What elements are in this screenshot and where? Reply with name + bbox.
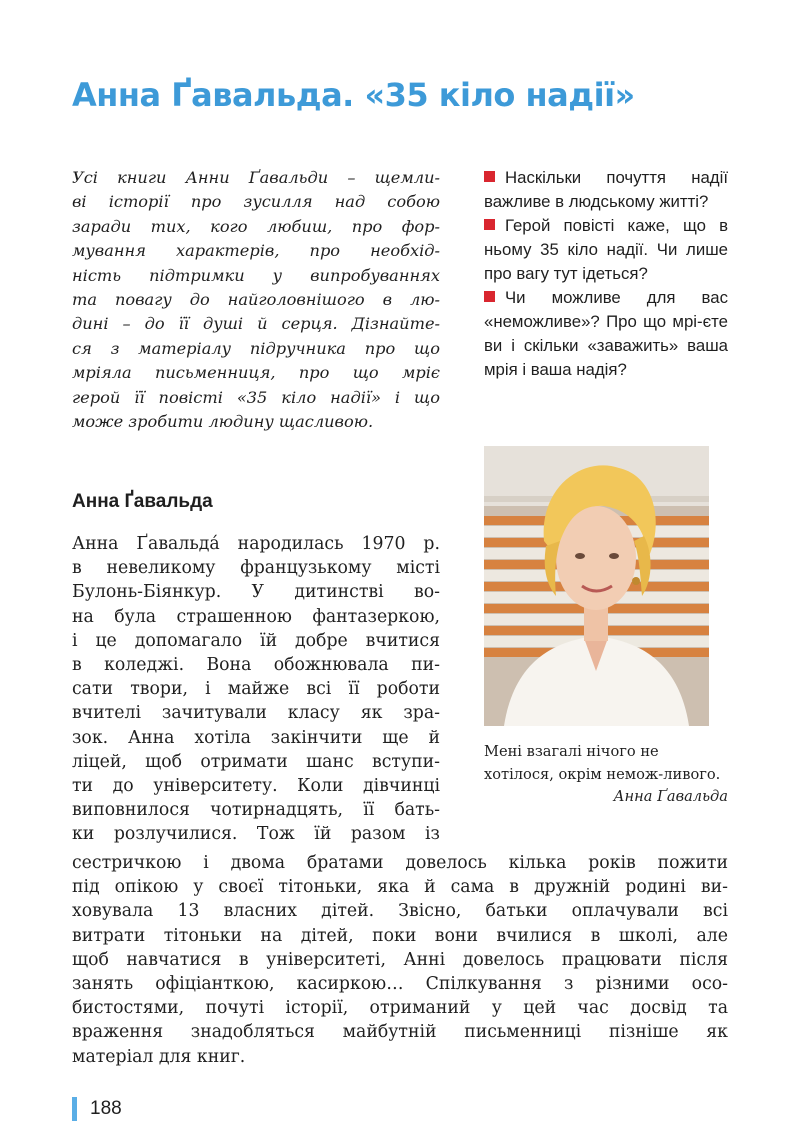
body-line: Анна Ґавальда́ народилась 1970 р. — [72, 534, 440, 554]
body-line: під опікою у своєї тітоньки, яка й сама в дружній родині ви- — [72, 877, 728, 898]
body-line: ховувала 13 власних дітей. Звісно, батьки оплачували всі — [72, 901, 728, 922]
intro-line: заради тих, кого любиш, про фор- — [72, 216, 440, 236]
question-item — [484, 286, 728, 382]
quote-text: Мені взагалі нічого не хотілося, окрім немож-ливого. — [484, 743, 721, 783]
body-line: ліцей, щоб отримати шанс вступи- — [72, 751, 440, 772]
intro-line: ність підтримки у випробуваннях — [72, 265, 440, 285]
body-line: ти до університету. Коли дівчинці — [72, 776, 440, 797]
body-line: вчителі зачитували класу як зра- — [72, 703, 440, 724]
intro-paragraph — [72, 166, 440, 434]
portrait-icon — [484, 446, 709, 726]
square-bullet-icon — [484, 291, 495, 302]
body-line: в невеликому французькому місті — [72, 558, 440, 579]
intro-line: мування характерів, про необхід- — [72, 241, 440, 261]
body-line: на була страшенною фантазеркою, — [72, 606, 440, 627]
body-line: сестричкою і двома братами довелось кілька років пожити — [72, 853, 728, 873]
intro-line: ся з матеріалу підручника про що — [72, 338, 440, 358]
page-number: 188 — [90, 1098, 122, 1119]
body-paragraph-narrow — [72, 532, 440, 847]
body-line: бистостями, почуті історії, отриманий у цей час досвід та — [72, 998, 728, 1019]
section-heading: Анна Ґавальда — [72, 491, 213, 512]
intro-line: дині – до її душі й серця. Дізнайте- — [72, 314, 440, 334]
question-item — [484, 214, 728, 286]
square-bullet-icon — [484, 171, 495, 182]
question-text: Чи можливе для вас «неможливе»? Про що мрі-єте ви і скільки «заважить» ваша мрія і ваша надія? — [484, 288, 728, 379]
author-photo — [484, 446, 709, 726]
intro-line: ві історії про зусилля над собою — [72, 192, 440, 212]
body-line: виповнилося чотирнадцять, її бать- — [72, 800, 440, 821]
body-line: занять офіціанткою, касиркою… Спілкування з різними осо- — [72, 974, 728, 995]
body-line: зок. Анна хотіла закінчити ще й — [72, 727, 440, 748]
question-list — [484, 166, 728, 382]
intro-line: мріяла письменниця, про що мріє — [72, 363, 440, 383]
body-line: і це допомагало їй добре вчитися — [72, 630, 440, 651]
intro-line: може зробити людину щасливою. — [72, 412, 374, 432]
body-line: щоб навчатися в університеті, Анні довелось працювати після — [72, 949, 728, 970]
body-line: Булонь-Біянкур. У дитинстві во- — [72, 582, 440, 603]
intro-line: Усі книги Анни Ґавальди – щемли- — [72, 168, 440, 187]
body-line: сати твори, і майже всі її роботи — [72, 679, 440, 700]
body-line: ки розлучилися. Тож їй разом із — [72, 824, 440, 845]
intro-line: герой її повісті «35 кіло надії» і що — [72, 387, 440, 407]
quote-author: Анна Ґавальда — [613, 788, 728, 806]
question-text: Наскільки почуття надії важливе в людському житті? — [484, 168, 728, 211]
author-quote — [484, 741, 728, 809]
question-item — [484, 166, 728, 214]
body-line: враження знадобляться майбутній письменниці пізніше як — [72, 1022, 728, 1043]
body-line: в коледжі. Вона обожнювала пи- — [72, 655, 440, 676]
body-line: матеріал для книг. — [72, 1046, 246, 1067]
question-text: Герой повісті каже, що в ньому 35 кіло надії. Чи лише про вагу тут ідеться? — [484, 216, 728, 283]
page-title: Анна Ґавальда. «35 кіло надії» — [72, 76, 635, 114]
body-paragraph-wide — [72, 851, 728, 1069]
body-line: витрати тітоньки на дітей, поки вони вчилися в школі, але — [72, 925, 728, 946]
square-bullet-icon — [484, 219, 495, 230]
page-marker — [72, 1097, 77, 1121]
intro-line: та повагу до найголовнішого в лю- — [72, 290, 440, 310]
